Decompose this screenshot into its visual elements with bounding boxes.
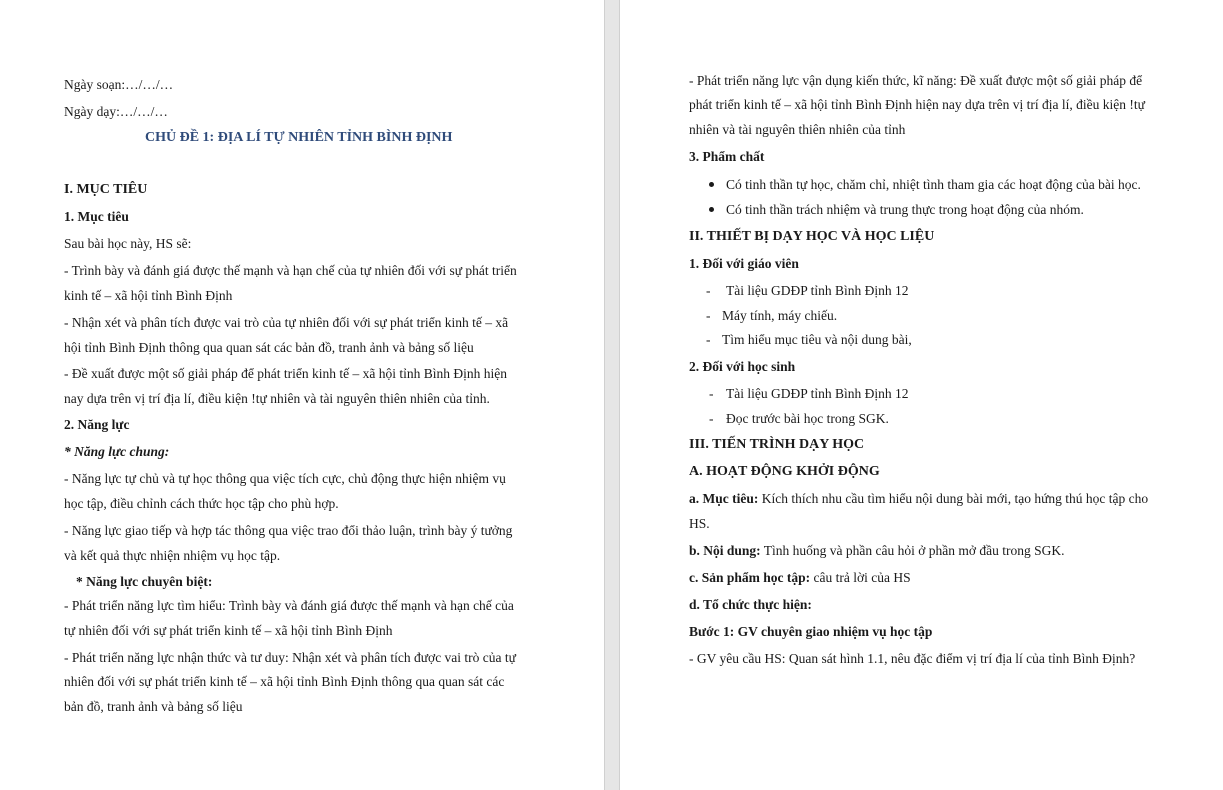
san-pham-line xyxy=(689,571,911,585)
giao-vien-item: Máy tính, máy chiếu. xyxy=(722,308,838,323)
subheading-pham-chat: 3. Phẩm chất xyxy=(689,149,765,164)
muc-tieu-text: Kích thích nhu cầu tìm hiểu nội dung bài mới, tạo hứng thú học tập cho xyxy=(758,491,1149,506)
giao-vien-item: Tài liệu GDĐP tỉnh Bình Định 12 xyxy=(726,283,909,298)
muc-tieu-label: a. Mục tiêu: xyxy=(689,491,759,506)
hoat-dong-khoi-dong: A. HOẠT ĐỘNG KHỞI ĐỘNG xyxy=(689,464,880,479)
dash-icon: - xyxy=(706,283,711,298)
bullet-icon xyxy=(709,207,714,212)
objective-2-line-2: hội tỉnh Bình Định thông qua quan sát các bản đồ, tranh ảnh và bảng số liệu xyxy=(64,340,474,355)
subheading-nang-luc: 2. Năng lực xyxy=(64,417,130,432)
buoc-1-heading: Bước 1: GV chuyên giao nhiệm vụ học tập xyxy=(689,624,933,639)
chuyen-biet-2-line-2: nhiên đối với sự phát triển kinh tế – xã hội tỉnh Bình Định thông qua quan sát các xyxy=(64,674,505,689)
objective-1-line-1: - Trình bày và đánh giá được thế mạnh và hạn chế của tự nhiên đối với sự phát triển xyxy=(64,263,517,278)
chuyen-biet-2-line-1: - Phát triển năng lực nhận thức và tư duy: Nhận xét và phân tích được vai trò của tự xyxy=(64,650,516,665)
hoc-sinh-heading: 2. Đối với học sinh xyxy=(689,359,796,374)
nang-luc-chuyen-biet-heading: * Năng lực chuyên biệt: xyxy=(76,574,213,589)
nang-luc-chung-2-line-1: - Năng lực giao tiếp và hợp tác thông qua việc trao đổi thảo luận, trình bày ý tưởng xyxy=(64,523,513,538)
bullet-icon xyxy=(709,182,714,187)
intro-text: Sau bài học này, HS sẽ: xyxy=(64,236,192,251)
dash-icon: - xyxy=(706,332,711,347)
chuyen-biet-2-line-3: bản đồ, tranh ảnh và bảng số liệu xyxy=(64,699,243,714)
document-page-right xyxy=(620,0,1223,790)
subheading-muc-tieu: 1. Mục tiêu xyxy=(64,209,129,224)
muc-tieu-line-2: HS. xyxy=(689,516,710,531)
objective-2-line-1: - Nhận xét và phân tích được vai trò của tự nhiên đối với sự phát triển kinh tế – xã xyxy=(64,315,509,330)
noi-dung-line xyxy=(689,544,1065,558)
san-pham-label: c. Sản phẩm học tập: xyxy=(689,570,811,585)
chuyen-biet-1-line-1: - Phát triển năng lực tìm hiểu: Trình bày và đánh giá được thế mạnh và hạn chế của xyxy=(64,598,514,613)
objective-1-line-2: kinh tế – xã hội tỉnh Bình Định xyxy=(64,288,233,303)
chuyen-biet-3-line-1: - Phát triển năng lực vận dụng kiến thức, kĩ năng: Đề xuất được một số giải pháp để xyxy=(689,73,1143,88)
objective-3-line-1: - Đề xuất được một số giải pháp để phát triển kinh tế – xã hội tỉnh Bình Định hiện xyxy=(64,366,508,381)
giao-vien-heading: 1. Đối với giáo viên xyxy=(689,256,799,271)
hoc-sinh-item: Đọc trước bài học trong SGK. xyxy=(726,411,889,426)
buoc-1-text: - GV yêu cầu HS: Quan sát hình 1.1, nêu đặc điểm vị trí địa lí của tỉnh Bình Định? xyxy=(689,651,1136,666)
nang-luc-chung-2-line-2: và kết quả thực nhiện nhiệm vụ học tập. xyxy=(64,548,281,563)
ngay-soan: Ngày soạn:…/…/… xyxy=(64,77,174,92)
ngay-day: Ngày dạy:…/…/… xyxy=(64,104,168,119)
dash-icon: - xyxy=(706,308,711,323)
objective-3-line-2: nay dựa trên vị trí địa lí, điều kiện !tự nhiên và tài nguyên thiên nhiên của tỉnh. xyxy=(64,391,490,406)
chuyen-biet-1-line-2: tự nhiên đối với sự phát triển kinh tế – xã hội tỉnh Bình Định xyxy=(64,623,393,638)
muc-tieu-line-1 xyxy=(689,492,1148,506)
section-thiet-bi: II. THIẾT BỊ DẠY HỌC VÀ HỌC LIỆU xyxy=(689,229,935,244)
chuyen-biet-3-line-3: nhiên và tài nguyên thiên nhiên của tỉnh xyxy=(689,122,906,137)
chuyen-biet-3-line-2: phát triển kinh tế – xã hội tỉnh Bình Định hiện nay dựa trên vị trí địa lí, điều kiện !tự xyxy=(689,97,1145,112)
document-page-left xyxy=(0,0,604,790)
hoc-sinh-item: Tài liệu GDĐP tỉnh Bình Định 12 xyxy=(726,386,909,401)
giao-vien-item: Tìm hiểu mục tiêu và nội dung bài, xyxy=(722,332,912,347)
pham-chat-item: Có tinh thần trách nhiệm và trung thực trong hoạt động của nhóm. xyxy=(726,202,1084,217)
section-muc-tieu: I. MỤC TIÊU xyxy=(64,182,148,197)
to-chuc-thuc-hien: d. Tổ chức thực hiện: xyxy=(689,597,812,612)
nang-luc-chung-1-line-2: học tập, điều chỉnh cách thức học tập cho phù hợp. xyxy=(64,496,339,511)
noi-dung-label: b. Nội dung: xyxy=(689,543,761,558)
nang-luc-chung-heading: * Năng lực chung: xyxy=(64,444,170,459)
nang-luc-chung-1-line-1: - Năng lực tự chủ và tự học thông qua việc tích cực, chủ động thực hiện nhiệm vụ xyxy=(64,471,506,486)
san-pham-text: câu trả lời của HS xyxy=(810,570,911,585)
pham-chat-item: Có tinh thần tự học, chăm chỉ, nhiệt tình tham gia các hoạt động của bài học. xyxy=(726,177,1141,192)
section-tien-trinh: III. TIẾN TRÌNH DẠY HỌC xyxy=(689,437,865,452)
dash-icon: - xyxy=(709,386,714,401)
document-title: CHỦ ĐỀ 1: ĐỊA LÍ TỰ NHIÊN TỈNH BÌNH ĐỊNH xyxy=(145,130,453,145)
noi-dung-text: Tình huống và phần câu hỏi ở phần mở đầu trong SGK. xyxy=(760,543,1065,558)
dash-icon: - xyxy=(709,411,714,426)
